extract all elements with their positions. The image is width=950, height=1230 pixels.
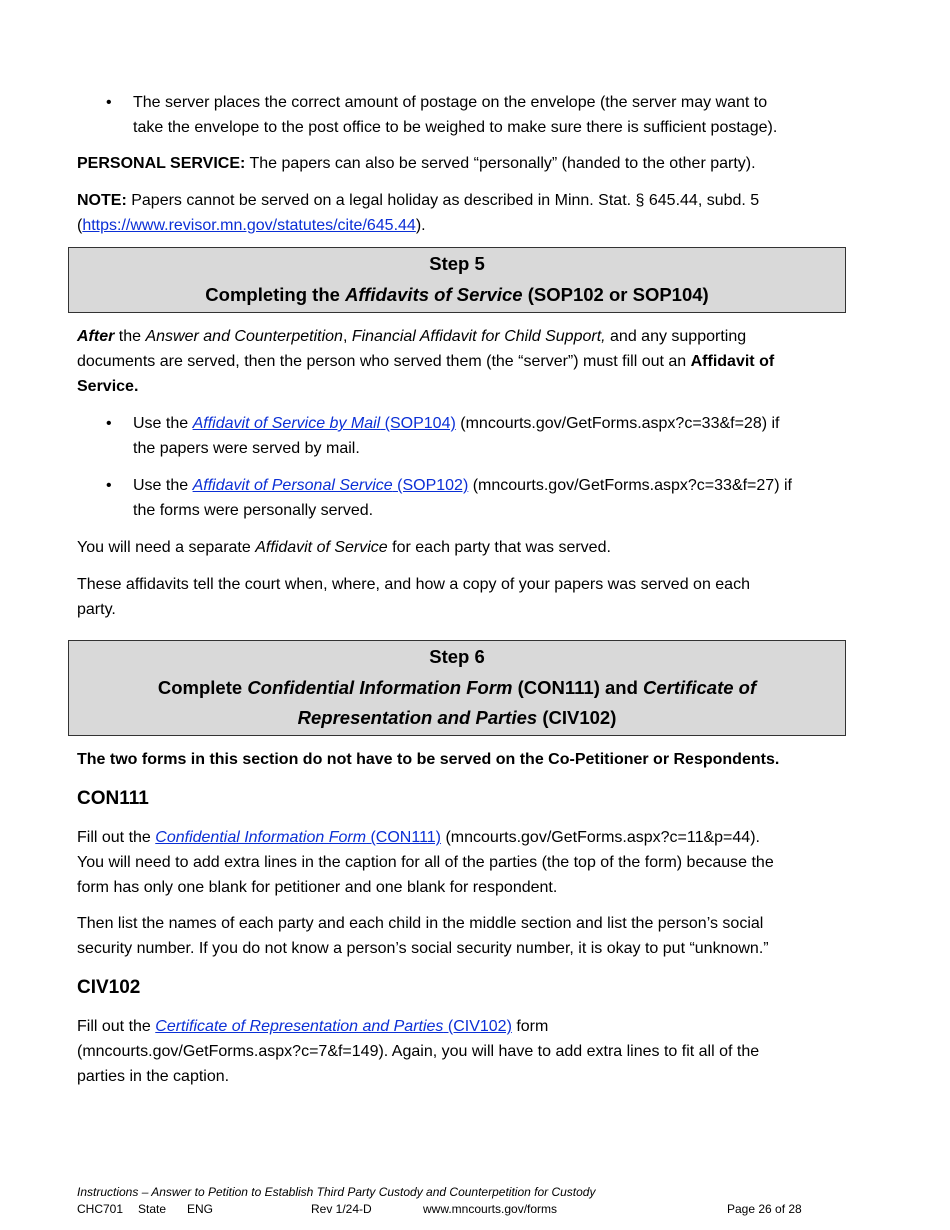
- bullet-mail: Use the Affidavit of Service by Mail (SOP104) (mncourts.gov/GetForms.aspx?c=33&f=28) if the papers were served by mail.: [133, 415, 780, 457]
- civ102-heading: CIV102: [77, 977, 141, 998]
- step6-header: Step 6 Complete Confidential Information Form (CON111) and Certificate of Representation and Parties (CIV102): [68, 640, 846, 736]
- bullet-personal: Use the Affidavit of Personal Service (SOP102) (mncourts.gov/GetForms.aspx?c=33&f=27) if the forms were personally served.: [133, 477, 792, 519]
- civ102-paragraph: Fill out the Certificate of Representation and Parties (CIV102) form (mncourts.gov/GetForms.aspx?c=7&f=149). Again, you will have to add extra lines to fit all of the parties in the caption.: [77, 1018, 760, 1085]
- after-paragraph: After the Answer and Counterpetition, Financial Affidavit for Child Support, and any supporting documents are served, then the person who served them (the “server”) must fill out an Affidavit of Service.: [77, 328, 775, 395]
- con111-link[interactable]: Confidential Information Form (CON111): [155, 829, 442, 846]
- footer-lang: ENG: [187, 1202, 214, 1216]
- bullet-icon: •: [106, 415, 112, 432]
- bullet-icon: •: [106, 94, 112, 111]
- con111-then-paragraph: Then list the names of each party and each child in the middle section and list the person’s social security number. If you do not know a person’s social security number, it is okay to put “unknown.”: [77, 915, 769, 957]
- con111-paragraph: Fill out the Confidential Information Form (CON111) (mncourts.gov/GetForms.aspx?c=11&p=44). You will need to add extra lines in the caption for all of the parties (the top of the form) because the form has only one blank for petitioner and one blank for respondent.: [77, 829, 774, 896]
- sop104-link[interactable]: Affidavit of Service by Mail (SOP104): [192, 415, 456, 432]
- sop102-link[interactable]: Affidavit of Personal Service (SOP102): [192, 477, 469, 494]
- separate-affidavit-paragraph: You will need a separate Affidavit of Service for each party that was served.: [77, 539, 611, 556]
- personal-service-paragraph: PERSONAL SERVICE: The papers can also be served “personally” (handed to the other party).: [77, 155, 756, 172]
- footer-state: State: [138, 1202, 167, 1216]
- top-bullet-text: The server places the correct amount of postage on the envelope (the server may want to take the envelope to the post office to be weighed to make sure there is sufficient postage).: [133, 94, 778, 136]
- footer-rev: Rev 1/24-D: [311, 1202, 372, 1216]
- footer-site: www.mncourts.gov/forms: [423, 1202, 558, 1216]
- civ102-link[interactable]: Certificate of Representation and Parties (CIV102): [155, 1018, 512, 1035]
- affidavits-tell-paragraph: These affidavits tell the court when, where, and how a copy of your papers was served on each party.: [77, 576, 750, 618]
- bullet-icon: •: [106, 477, 112, 494]
- footer-page-number: Page 26 of 28: [727, 1202, 802, 1216]
- revisor-link[interactable]: https://www.revisor.mn.gov/statutes/cite/645.44: [82, 217, 416, 234]
- note-paragraph: NOTE: Papers cannot be served on a legal holiday as described in Minn. Stat. § 645.44, subd. 5 (https://www.revisor.mn.gov/statutes/cite/645.44).: [77, 192, 760, 234]
- two-forms-note: The two forms in this section do not have to be served on the Co-Petitioner or Respondents.: [77, 751, 780, 768]
- step5-header: Step 5 Completing the Affidavits of Service (SOP102 or SOP104): [68, 247, 846, 313]
- con111-heading: CON111: [77, 788, 149, 809]
- footer-form-code: CHC701: [77, 1202, 124, 1216]
- footer-title: Instructions – Answer to Petition to Establish Third Party Custody and Counterpetition for Custody: [77, 1185, 596, 1199]
